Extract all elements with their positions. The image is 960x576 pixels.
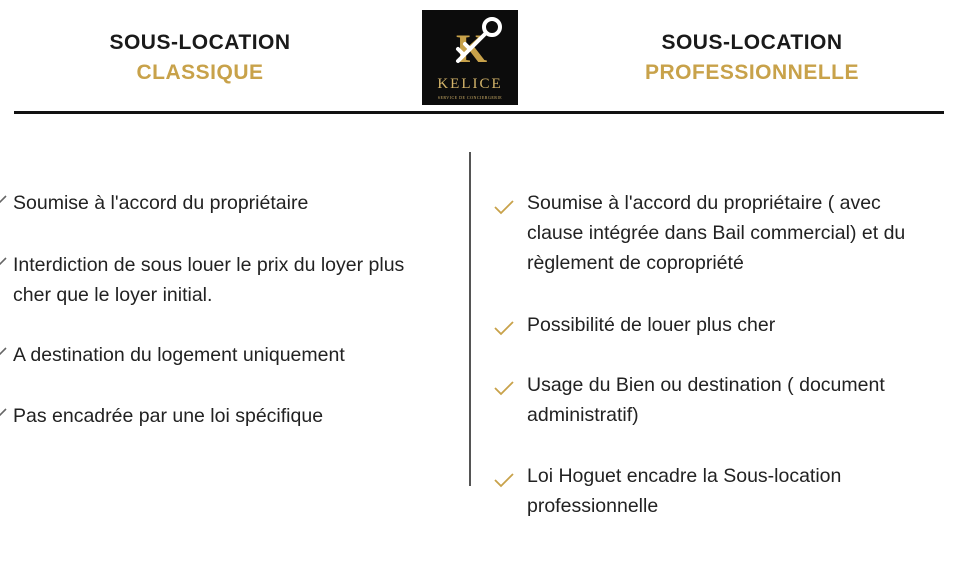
check-icon — [493, 199, 515, 215]
check-icon — [0, 346, 8, 362]
check-icon — [493, 320, 515, 336]
right-item-2-text: Possibilité de louer plus cher — [527, 314, 776, 336]
right-item-4-line1: Loi Hoguet encadre la Sous-location — [527, 465, 842, 487]
right-item-1 — [527, 188, 905, 278]
key-icon — [422, 10, 518, 76]
check-icon — [0, 194, 8, 210]
left-item-3-text: A destination du logement uniquement — [13, 344, 345, 366]
right-item-4-line2: professionnelle — [527, 495, 659, 517]
check-icon — [493, 380, 515, 396]
logo-tagline: SERVICE DE CONCIERGERIE — [437, 95, 503, 100]
right-item-1-line1: Soumise à l'accord du propriétaire ( avec — [527, 192, 881, 214]
left-item-1 — [13, 188, 308, 218]
left-item-2-line1: Interdiction de sous louer le prix du loyer plus — [13, 254, 405, 276]
left-item-4 — [13, 401, 323, 431]
left-item-2 — [13, 250, 404, 310]
right-item-1-line2: clause intégrée dans Bail commercial) et du — [527, 222, 906, 244]
right-item-3-line1: Usage du Bien ou destination ( document — [527, 374, 885, 396]
check-icon — [0, 256, 8, 272]
right-item-2 — [527, 310, 775, 340]
right-item-3 — [527, 370, 885, 430]
check-icon — [0, 407, 8, 423]
right-item-3-line2: administratif) — [527, 404, 639, 426]
heading-classique — [35, 28, 365, 88]
left-item-4-text: Pas encadrée par une loi spécifique — [13, 405, 324, 427]
column-divider — [469, 152, 471, 486]
logo-brand: KELICE — [437, 76, 503, 92]
left-item-3 — [13, 340, 345, 370]
left-item-1-text: Soumise à l'accord du propriétaire — [13, 192, 309, 214]
heading-professionnelle — [587, 28, 917, 88]
heading-classique-line2: CLASSIQUE — [136, 61, 264, 84]
heading-professionnelle-line2: PROFESSIONNELLE — [644, 61, 860, 84]
heading-professionnelle-line1: SOUS-LOCATION — [661, 31, 843, 54]
header-divider — [14, 111, 944, 114]
heading-classique-line1: SOUS-LOCATION — [109, 31, 291, 54]
left-item-2-line2: cher que le loyer initial. — [13, 284, 213, 306]
right-item-1-line3: règlement de copropriété — [527, 252, 744, 274]
right-item-4 — [527, 461, 841, 521]
kelice-logo — [422, 10, 518, 105]
check-icon — [493, 472, 515, 488]
logo-letter-k: K — [456, 26, 488, 71]
